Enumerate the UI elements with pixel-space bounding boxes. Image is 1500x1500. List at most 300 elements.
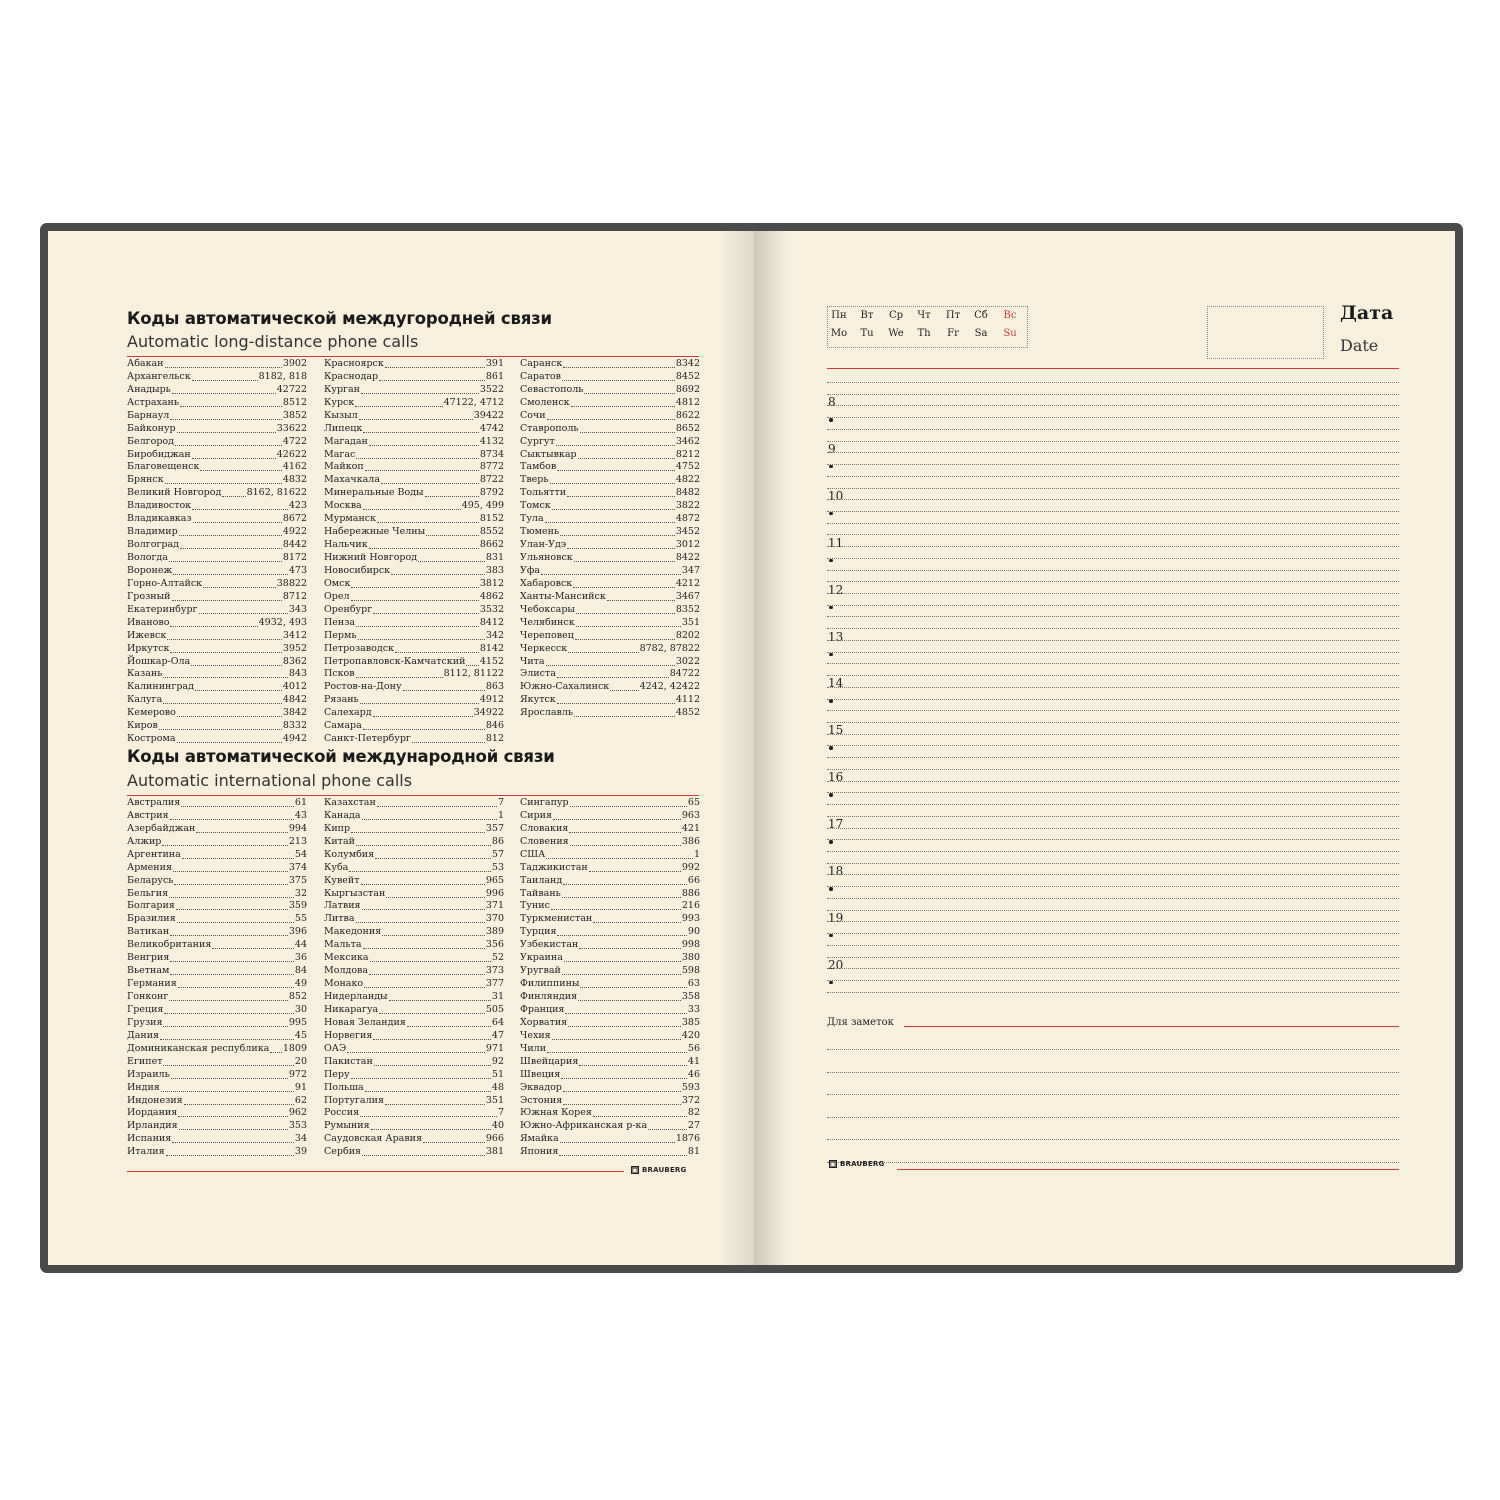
code-entry [127,539,307,552]
schedule-line [827,898,1399,899]
code-entry [127,358,307,371]
code-entry [324,862,504,875]
code-entry-code: 4922 [282,526,307,538]
dot-leader [593,1116,687,1117]
code-entry-code: 843 [288,668,307,680]
code-entry-name: Магадан [324,435,368,447]
dot-leader [178,1116,288,1117]
dot-leader [373,1039,491,1040]
dot-leader [563,367,675,368]
schedule-line [827,452,1399,453]
code-entry-name: Латвия [324,900,361,912]
code-entry [127,669,307,682]
dot-leader [385,367,485,368]
brand-mark-icon: ▣ [631,1166,639,1174]
schedule-line [827,874,1399,875]
code-entry-code: 371 [485,900,504,912]
code-entry [127,681,307,694]
code-entry [127,604,307,617]
schedule-line [827,921,1399,922]
code-entry-name: Саудовская Аравия [324,1133,422,1145]
code-entry-code: 47122, 4712 [443,396,504,408]
code-entry [127,630,307,643]
dot-leader [170,652,281,653]
code-entry-code: 91 [294,1081,307,1093]
dot-leader [363,432,479,433]
weekday-ru-5[interactable]: Сб [974,310,988,321]
code-entry-name: Ставрополь [520,422,579,434]
code-entry-name: Южно-Сахалинск [520,681,610,693]
schedule-line [827,769,1399,770]
code-entry-code: 39422 [473,409,504,421]
code-entry-code: 8622 [675,409,700,421]
code-entry-name: Нальчик [324,539,368,551]
code-entry-name: Великий Новгород [127,487,222,499]
code-entry-name: Йошкар-Ола [127,655,191,667]
code-entry [127,423,307,436]
dot-leader [178,987,294,988]
notes-title-rule [904,1026,1399,1027]
dot-leader [169,1000,288,1001]
code-entry [520,797,700,810]
domestic-codes-subtitle: Automatic long-distance phone calls [127,332,419,351]
code-entry-name: Португалия [324,1094,384,1106]
code-entry-code: 389 [485,926,504,938]
dot-leader [356,845,491,846]
dot-leader [358,639,485,640]
dot-leader [571,406,675,407]
code-entry [324,397,504,410]
code-entry [520,991,700,1004]
code-entry-name: Иваново [127,616,170,628]
code-entry-code: 8142 [479,642,504,654]
international-codes-subtitle: Automatic international phone calls [127,771,413,790]
half-hour-bullet [829,606,833,610]
hour-label: 10 [828,488,844,503]
code-entry [520,836,700,849]
dot-leader [575,639,675,640]
code-entry-name: Архангельск [127,370,191,382]
code-entry [520,1146,700,1159]
dot-leader [385,1104,485,1105]
code-entry [324,720,504,733]
code-entry-code: 1809 [282,1042,307,1054]
code-entry [520,849,700,862]
schedule-line [827,593,1399,594]
code-entry [127,578,307,591]
code-entry-code: 90 [687,926,700,938]
code-entry-name: Севастополь [520,383,584,395]
schedule-line [827,675,1399,676]
dot-leader [195,690,282,691]
dot-leader [351,1078,491,1079]
schedule-line [827,511,1399,512]
domestic-title-rule [127,356,699,357]
code-entry-name: Литва [324,913,355,925]
code-entry-name: Липецк [324,422,363,434]
schedule-line [827,523,1399,524]
code-entry-name: Болгария [127,900,175,912]
code-entry-name: Нидерланды [324,991,388,1003]
code-entry-name: Тольятти [520,487,567,499]
code-entry-name: Австрия [127,809,169,821]
code-entry-code: 972 [288,1068,307,1080]
dot-leader [382,935,485,936]
code-entry [520,643,700,656]
code-entry [520,681,700,694]
hour-label: 18 [828,864,844,878]
code-entry-name: Кемерово [127,707,176,719]
schedule-line [827,945,1399,946]
code-entry [520,565,700,578]
code-entry [520,810,700,823]
code-entry [324,449,504,462]
schedule-line [827,992,1399,993]
code-entry-code: 385 [681,1016,700,1028]
code-entry-code: 27 [687,1120,700,1132]
weekday-ru-2[interactable]: Ср [888,310,904,321]
code-entry-name: Вологда [127,552,168,564]
weekday-en-1[interactable]: Tu [860,328,874,339]
code-entry-code: 4162 [282,461,307,473]
dot-leader [365,1091,491,1092]
code-entry-code: 1876 [675,1133,700,1145]
code-entry [127,591,307,604]
code-entry-name: Хабаровск [520,577,573,589]
code-entry-name: Москва [324,500,362,512]
code-entry [127,436,307,449]
weekday-ru-6[interactable]: Вс [1003,310,1017,321]
code-entry [324,707,504,720]
code-entry [324,669,504,682]
code-entry-name: Эквадор [520,1081,562,1093]
code-entry-name: Сербия [324,1146,362,1158]
code-entry-name: Ростов-на-Дону [324,681,402,693]
code-entry-name: Молдова [324,965,369,977]
half-hour-bullet [829,465,833,469]
code-entry [520,487,700,500]
code-entry [127,849,307,862]
dot-leader [160,1039,294,1040]
code-entry [520,901,700,914]
dot-leader [381,483,479,484]
code-entry-code: 41 [687,1055,700,1067]
hour-label: 16 [828,770,844,785]
dot-leader [369,445,479,446]
weekday-en-6[interactable]: Su [1003,328,1017,339]
dot-leader [351,832,485,833]
code-entry-code: 32 [294,887,307,899]
dot-leader [386,897,485,898]
weekday-ru-4[interactable]: Пт [945,310,961,321]
international-title-rule [127,795,699,796]
schedule-line [827,699,1399,700]
schedule-line [827,405,1399,406]
code-entry-code: 8202 [675,629,700,641]
hour-label: 13 [828,629,844,644]
dot-leader [362,819,497,820]
dot-leader [648,1129,687,1130]
dot-leader [177,922,294,923]
code-entry-name: Япония [520,1146,559,1158]
half-hour-bullet [829,559,833,563]
code-entry-name: Мурманск [324,513,377,525]
code-entry [520,1030,700,1043]
code-entry [127,410,307,423]
code-entry-code: 65 [687,796,700,808]
gutter-shadow [754,231,788,1265]
code-entry-name: Воронеж [127,564,173,576]
code-entry-name: Тверь [520,474,549,486]
dot-leader [170,961,294,962]
code-entry [520,913,700,926]
schedule-line [827,441,1399,442]
code-entry [324,965,504,978]
code-entry-code: 505 [485,1003,504,1015]
code-entry-code: 8512 [282,396,307,408]
code-entry [520,617,700,630]
schedule-line [827,488,1399,489]
code-entry-name: Австралия [127,796,181,808]
code-entry-code: 40 [491,1120,504,1132]
code-entry [520,384,700,397]
domestic-codes-title: Коды автоматической междугородней связи [127,309,552,328]
dot-leader [570,845,681,846]
dot-leader [163,677,287,678]
weekday-en-0[interactable]: Mo [830,328,848,339]
code-entry-name: Майкоп [324,461,364,473]
code-entry [324,978,504,991]
dot-leader [557,703,675,704]
code-entry [520,875,700,888]
code-entry [520,630,700,643]
code-entry-name: ОАЭ [324,1042,347,1054]
code-entry-code: 3852 [282,409,307,421]
dot-leader [170,935,288,936]
code-entry-code: 966 [485,1133,504,1145]
weekday-en-2[interactable]: We [888,328,904,339]
code-entry [127,526,307,539]
code-entry-name: Аргентина [127,848,181,860]
code-entry [127,1004,307,1017]
code-entry [324,849,504,862]
schedule-line [827,464,1399,465]
dot-leader [165,367,282,368]
code-entry [324,423,504,436]
half-hour-bullet [829,418,833,422]
code-entry [324,1069,504,1082]
code-entry [127,965,307,978]
dot-leader [395,652,479,653]
code-entry-code: 3902 [282,357,307,369]
code-entry-code: 372 [681,1094,700,1106]
code-entry-name: Канада [324,809,361,821]
dot-leader [203,587,276,588]
code-entry [520,513,700,526]
code-entry [127,991,307,1004]
code-entry [127,823,307,836]
code-entry [324,694,504,707]
right-page [754,231,1455,1265]
dot-leader [359,419,473,420]
code-entry-name: Владикавказ [127,513,192,525]
code-entry [127,1030,307,1043]
code-entry [127,1056,307,1069]
code-entry-name: Кыргызстан [324,887,386,899]
code-entry-name: Тамбов [520,461,557,473]
code-entry-name: Италия [127,1146,165,1158]
code-entry-name: Таджикистан [520,861,588,873]
code-entry-name: Махачкала [324,474,380,486]
dot-leader [418,561,485,562]
code-entry-name: Ярославль [520,707,574,719]
code-entry [520,1004,700,1017]
code-entry [324,617,504,630]
code-entry [127,1017,307,1030]
code-entry-code: 386 [681,835,700,847]
code-entry-name: Иордания [127,1107,178,1119]
code-entry-code: 3022 [675,655,700,667]
code-entry-name: Македония [324,926,382,938]
weekday-en-4[interactable]: Fr [947,328,959,339]
code-entry-name: Сочи [520,409,546,421]
weekday-en-5[interactable]: Sa [974,328,988,339]
schedule-line [827,910,1399,911]
code-entry-code: 3522 [479,383,504,395]
code-entry-code: 996 [485,887,504,899]
code-entry [520,539,700,552]
code-entry-code: 30 [294,1003,307,1015]
dot-leader [547,419,675,420]
dot-leader [364,987,485,988]
code-entry [324,1120,504,1133]
notes-line [827,1162,1399,1163]
dot-leader [579,1065,687,1066]
dot-leader [560,1142,675,1143]
code-entry [127,1082,307,1095]
dot-leader [365,470,479,471]
dot-leader [550,483,675,484]
code-entry-name: Китай [324,835,355,847]
dot-leader [562,380,675,381]
code-entry [520,978,700,991]
code-entry-name: Сингапур [520,796,569,808]
code-entry-name: Бельгия [127,887,169,899]
code-entry-code: 356 [485,939,504,951]
code-entry-code: 31 [491,991,504,1003]
dot-leader [192,380,258,381]
dot-leader [169,897,294,898]
schedule-line [827,792,1399,793]
code-entry-code: 963 [681,809,700,821]
code-entry-code: 886 [681,887,700,899]
code-entry [520,1069,700,1082]
notes-line [827,1049,1399,1050]
code-entry-name: Азербайджан [127,822,196,834]
code-entry-name: Ямайка [520,1133,559,1145]
dot-leader [373,613,479,614]
code-entry-code: 46 [687,1068,700,1080]
code-entry-code: 4932, 493 [258,616,307,628]
dot-leader [200,470,281,471]
code-entry [324,384,504,397]
right-brand-text: BRAUBERG [840,1160,885,1168]
dot-leader [391,574,485,575]
code-entry-code: 7 [497,796,504,808]
dot-leader [579,948,681,949]
dot-leader [567,548,675,549]
code-entry-name: Пенза [324,616,356,628]
dot-leader [174,884,287,885]
code-entry-code: 82 [687,1107,700,1119]
code-entry [127,397,307,410]
code-entry-code: 8782, 87822 [639,642,700,654]
dot-leader [369,974,485,975]
schedule-line [827,394,1399,395]
dot-leader [351,587,478,588]
schedule-line [827,745,1399,746]
code-entry [520,707,700,720]
code-entry [324,630,504,643]
dot-leader [547,1052,687,1053]
dot-leader [173,871,288,872]
schedule-line [827,863,1399,864]
dot-leader [426,535,479,536]
domestic-codes-column-2 [324,358,504,746]
code-entry [127,733,307,746]
dot-leader [356,626,479,627]
code-entry [520,1043,700,1056]
code-entry-code: 8792 [479,487,504,499]
code-entry-code: 8662 [479,539,504,551]
code-entry-code: 42722 [276,383,307,395]
code-entry-name: Псков [324,668,355,680]
code-entry-name: Таиланд [520,874,563,886]
code-entry [127,913,307,926]
dot-leader [166,1155,294,1156]
code-entry-name: Белгород [127,435,174,447]
code-entry [324,358,504,371]
code-entry [127,449,307,462]
code-entry-name: Ватикан [127,926,170,938]
code-entry-code: 357 [485,822,504,834]
code-entry-code: 8342 [675,357,700,369]
code-entry-code: 342 [485,629,504,641]
date-field[interactable] [1207,306,1324,359]
weekday-ru-3[interactable]: Чт [917,310,931,321]
code-entry-code: 34922 [473,707,504,719]
code-entry-code: 3467 [675,590,700,602]
code-entry-code: 598 [681,965,700,977]
dot-leader [361,393,479,394]
code-entry-code: 4012 [282,681,307,693]
weekday-ru-1[interactable]: Вт [860,310,874,321]
weekday-en-3[interactable]: Th [917,328,931,339]
code-entry-code: 8412 [479,616,504,628]
code-entry-name: Туркменистан [520,913,593,925]
dot-leader [163,1026,287,1027]
schedule-line [827,804,1399,805]
code-entry-code: 8652 [675,422,700,434]
code-entry-name: Горно-Алтайск [127,577,203,589]
code-entry-code: 347 [681,564,700,576]
code-entry [127,371,307,384]
code-entry-code: 48 [491,1081,504,1093]
code-entry-code: 3452 [675,526,700,538]
code-entry-name: Киров [127,720,158,732]
weekday-ru-0[interactable]: Пн [831,310,847,321]
weekday-selector [827,306,1028,348]
